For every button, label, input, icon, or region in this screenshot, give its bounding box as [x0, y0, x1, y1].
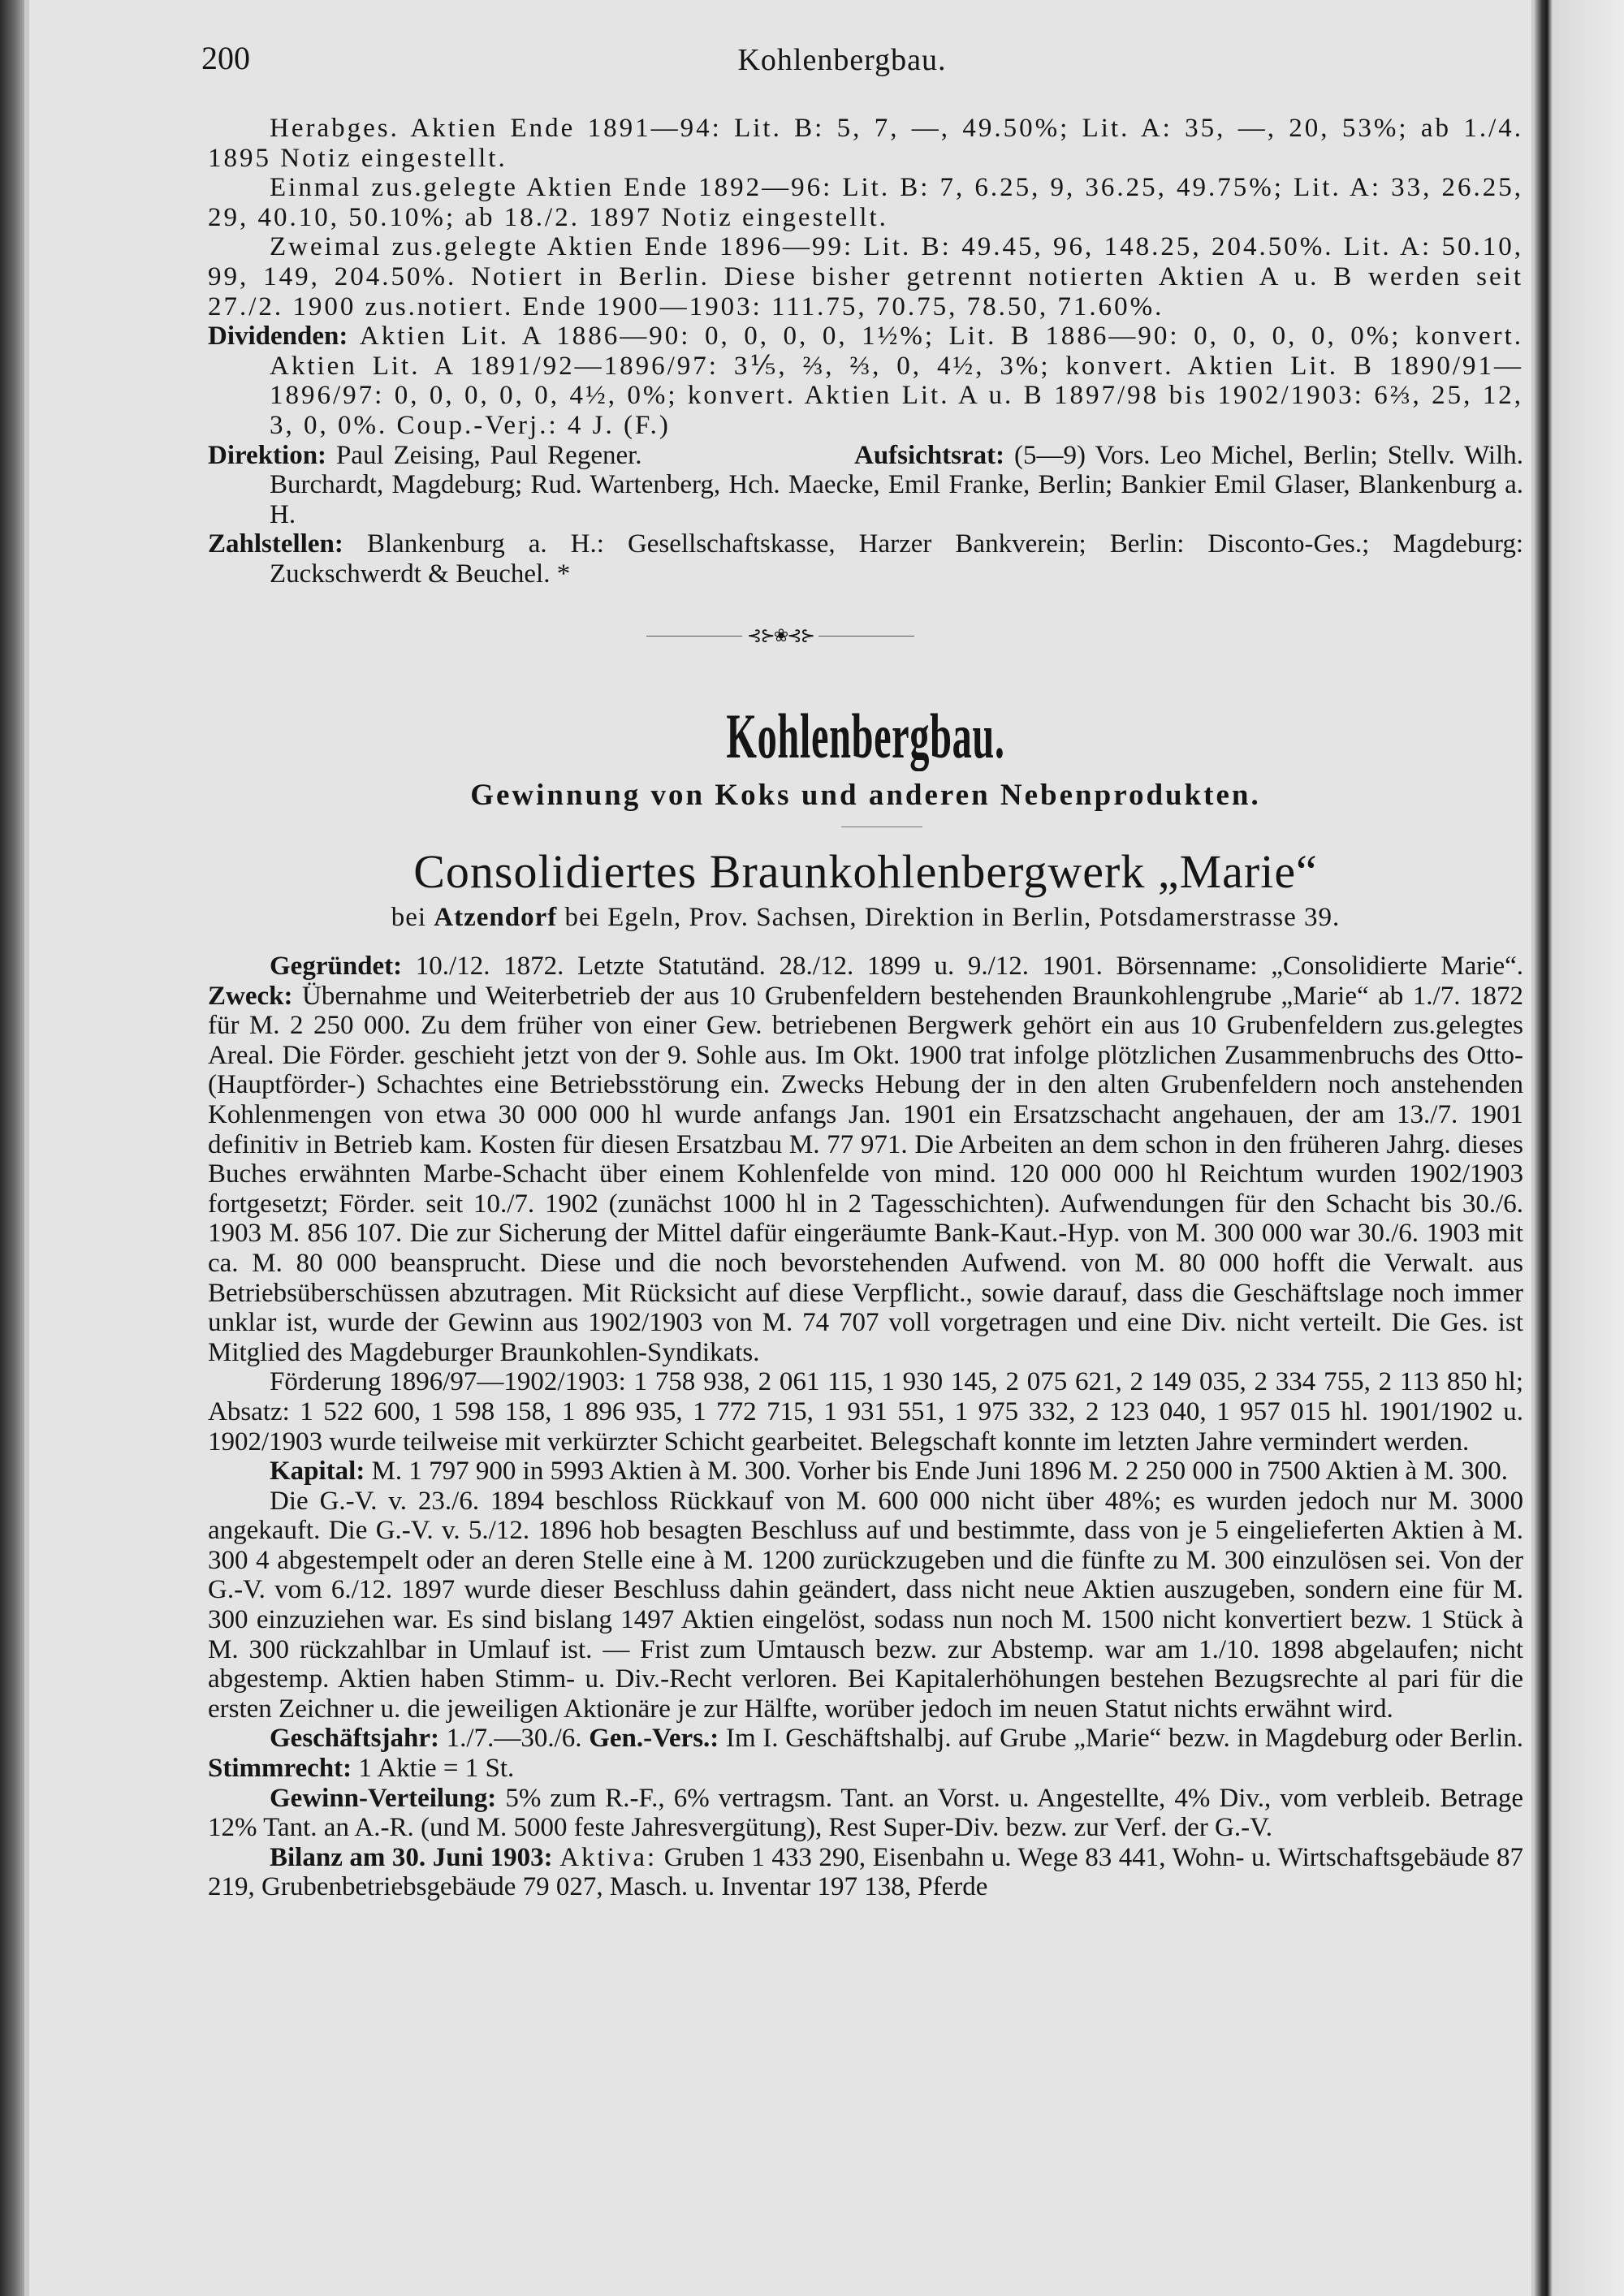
book-page — [29, 0, 1531, 2296]
capital-label: Kapital: — [270, 1457, 365, 1487]
location-rest: bei Egeln, Prov. Sachsen, Direktion in Berlin, Potsdamerstrasse 39. — [564, 903, 1341, 932]
section-title: Kohlenbergbau. — [726, 701, 1005, 771]
voting-right-text: 1 Aktie = 1 St. — [358, 1754, 515, 1784]
balance-sheet-entry — [208, 1843, 1523, 1902]
assets-label: Aktiva: — [559, 1842, 658, 1872]
company-name: Consolidiertes Braunkohlenbergwerk „Marie“ — [413, 845, 1318, 898]
prev-paragraph-2: Einmal zus.gelegte Aktien Ende 1892—96: Lit. B: 7, 6.25, 9, 36.25, 49.75%; Lit. A: 33, 26.25, 29, 40.10, 50.10%; ab 18./2. 1897 Notiz eingestellt. — [208, 173, 1523, 232]
company-entry — [208, 952, 1523, 1902]
direction-label: Direktion: — [208, 440, 327, 470]
purpose-text: Übernahme und Weiterbetrieb der aus 10 Grubenfeldern bestehenden Braunkohlengrube „Marie“ ab 1./7. 1872 für M. 2 250 000. Zu dem früher von einer Gew. betriebenen Bergwerk gehört ein aus 10 Grubenfeldern zus.gelegtes Areal. Die Förder. geschieht jetzt von der 9. Sohle aus. Im Okt. 1900 trat infolge plötzlichen Zusammenbruchs des Otto- (Hauptförder-) Schachtes eine Betriebsstörung ein. Zwecks Hebung der in den alten Grubenfeldern noch anstehenden Kohlenmengen von etwa 30 000 000 hl wurde anfangs Jan. 1901 ein Ersatzschacht angehauen, der am 13./7. 1901 definitiv in Betrieb kam. Kosten für diesen Ersatzbau M. 77 971. Die Arbeiten an dem schon in den früheren Jahrg. dieses Buches erwähnten Marbe-Schacht über einem Kohlenfelde von mind. 120 000 000 hl Reichtum wurden 1902/1903 fortgesetzt; Förder. seit 10./7. 1902 (zunächst 1000 hl in 2 Tagesschichten). Aufwendungen für den Schacht bis 30./6. 1903 M. 856 107. Die zur Sicherung der Mittel dafür eingeräumte Bank-Kaut.-Hyp. von M. 300 000 war 30./6. 1903 mit ca. M. 80 000 beansprucht. Diese und die noch bevorstehenden Aufwend. von M. 80 000 hofft die Verwalt. aus Betriebsüberschüssen abzutragen. Mit Rücksicht auf diese Verpflicht., sowie darauf, dass die Geschäftslage noch immer unklar ist, wurde der Gewinn aus 1902/1903 von M. 74 707 voll vorgetragen und eine Div. nicht verteilt. Die Ges. ist Mitglied des Magdeburger Braunkohlen-Syndikats. — [208, 981, 1524, 1367]
founded-label: Gegründet: — [270, 952, 403, 981]
general-meeting-paragraph: Die G.-V. v. 23./6. 1894 beschloss Rückkauf von M. 600 000 nicht über 48%; es wurden jedoch nur M. 3000 angekauft. Die G.-V. v. 5./12. 1896 hob besagten Beschluss auf und bestimmte, dass von je 5 eingelieferten Aktien à M. 300 4 abgestempelt oder an deren Stelle eine à M. 1200 zurückzugeben und die fünfte zu M. 300 einzulösen sei. Von der G.-V. vom 6./12. 1897 wurde dieser Beschluss dahin geändert, dass nicht neue Aktien auszugeben, sondern eine für M. 300 einzuziehen war. Es sind bislang 1497 Aktien eingelöst, sodass nun noch M. 1500 nicht konvertiert bezw. 1 Stück à M. 300 rückzahlbar in Umlauf ist. — Frist zum Umtausch bezw. zur Abstemp. war am 1./10. 1898 abgelaufen; nicht abgestemp. Aktien haben Stimm- u. Div.-Recht verloren. Bei Kapitalerhöhungen bestehen Bezugsrechte al pari für die ersten Zeichner u. die jeweiligen Aktionäre je zur Hälfte, worüber jedoch im neuen Statut nichts erwähnt wird. — [208, 1486, 1523, 1724]
dividends-entry — [208, 322, 1523, 440]
general-meeting-text: Im I. Geschäftshalbj. auf Grube „Marie“ bezw. in Magdeburg oder Berlin. — [725, 1724, 1524, 1754]
paying-agents-label: Zahlstellen: — [208, 529, 343, 559]
direction-text: Paul Zeising, Paul Regener. — [335, 440, 642, 470]
page-header — [172, 39, 1512, 88]
section-ornament — [646, 625, 914, 645]
scan-edge-left — [0, 0, 24, 2296]
paying-agents-text: Blankenburg a. H.: Gesellschaftskasse, Harzer Bankverein; Berlin: Disconto-Ges.; Magdeburg: Zuckschwerdt & Beuchel. * — [270, 529, 1524, 589]
dividends-text: Aktien Lit. A 1886—90: 0, 0, 0, 0, 1½%; Lit. B 1886—90: 0, 0, 0, 0, 0%; konvert. Aktien Lit. A 1891/92—1896/97: 3⅕, ⅔, ⅔, 0, 4½, 3%; konvert. Aktien Lit. B 1890/91—1896/97: 0, 0, 0, 0, 0, 4½, 0%; konvert. Aktien Lit. A u. B 1897/98 bis 1902/1903: 6⅔, 25, 12, 3, 0, 0%. Coup.-Verj.: 4 J. (F.) — [270, 322, 1524, 440]
scan-edge-right — [1535, 0, 1624, 2296]
production-paragraph: Förderung 1896/97—1902/1903: 1 758 938, 2 061 115, 1 930 145, 2 075 621, 2 149 035, 2 334 755, 2 113 850 hl; Absatz: 1 522 600, 1 598 158, 1 896 935, 1 772 715, 1 931 551, 1 975 332, 2 123 040, 1 957 015 hl. 1901/1902 u. 1902/1903 wurde teilweise mit verkürzter Schicht gearbeitet. Belegschaft konnte im letzten Jahre vermindert werden. — [208, 1367, 1523, 1457]
profit-distribution-label: Gewinn-Verteilung: — [270, 1783, 497, 1813]
supervisory-board-label: Aufsichtsrat: — [854, 440, 1005, 470]
prev-paragraph-3: Zweimal zus.gelegte Aktien Ende 1896—99: Lit. B: 49.45, 96, 148.25, 204.50%. Lit. A: 50.10, 99, 149, 204.50%. Notiert in Berlin. Diese bisher getrennt notierten Aktien A u. B werden seit 27./2. 1900 zus.notiert. Ende 1900—1903: 111.75, 70.75, 78.50, 71.60%. — [208, 232, 1523, 322]
board-entry — [208, 441, 1523, 530]
company-location — [208, 903, 1523, 933]
profit-distribution-entry — [208, 1784, 1523, 1843]
ornament-line-left — [646, 636, 742, 637]
fiscal-year-text: 1./7.—30./6. — [446, 1724, 582, 1754]
prev-paragraph-1: Herabges. Aktien Ende 1891—94: Lit. B: 5, 7, —, 49.50%; Lit. A: 35, —, 20, 53%; ab 1./4. 1895 Notiz eingestellt. — [208, 114, 1523, 173]
voting-right-label: Stimmrecht: — [208, 1754, 352, 1784]
profit-distribution-text: 5% zum R.-F., 6% vertragsm. Tant. an Vorst. u. Angestellte, 4% Div., vom verbleib. Betrage 12% Tant. an A.-R. (und M. 5000 feste Jahresvergütung), Rest Super-Div. bezw. zur Verf. der G.-V. — [208, 1783, 1524, 1843]
running-title: Kohlenbergbau. — [737, 43, 947, 77]
capital-entry — [208, 1457, 1523, 1487]
location-town: Atzendorf — [434, 903, 558, 932]
section-subtitle: Gewinnung von Koks und anderen Nebenprodukten. — [470, 779, 1261, 812]
title-rule — [841, 826, 922, 827]
fiscal-year-label: Geschäftsjahr: — [270, 1724, 439, 1754]
capital-text: M. 1 797 900 in 5993 Aktien à M. 300. Vorher bis Ende Juni 1896 M. 2 250 000 in 7500 Aktien à M. 300. — [371, 1457, 1509, 1487]
ornament-glyph: ⊰⊱❀⊰⊱ — [746, 625, 814, 645]
previous-entry — [208, 114, 1523, 589]
location-prefix: bei — [391, 903, 427, 932]
purpose-label: Zweck: — [208, 981, 293, 1011]
ornament-line-right — [818, 636, 914, 637]
general-meeting-label: Gen.-Vers.: — [589, 1724, 719, 1754]
dividends-label: Dividenden: — [208, 322, 348, 352]
paying-agents-entry — [208, 529, 1523, 589]
balance-sheet-text: Gruben 1 433 290, Eisenbahn u. Wege 83 441, Wohn- u. Wirtschaftsgebäude 87 219, Grubenbetriebsgebäude 79 027, Masch. u. Inventar 197 138, Pferde — [208, 1842, 1524, 1902]
founded-and-purpose — [208, 952, 1523, 1367]
founded-text: 10./12. 1872. Letzte Statutänd. 28./12. 1899 u. 9./12. 1901. Börsenname: „Consolidierte Marie“. — [415, 952, 1523, 981]
balance-sheet-label: Bilanz am 30. Juni 1903: — [270, 1842, 553, 1872]
fiscal-year-entry — [208, 1724, 1523, 1783]
supervisory-board-text: (5—9) Vors. Leo Michel, Berlin; Stellv. Wilh. Burchardt, Magdeburg; Rud. Wartenberg, Hch. Maecke, Emil Franke, Berlin; Bankier Emil Glaser, Blankenburg a. H. — [270, 440, 1524, 529]
page-number: 200 — [201, 40, 250, 76]
